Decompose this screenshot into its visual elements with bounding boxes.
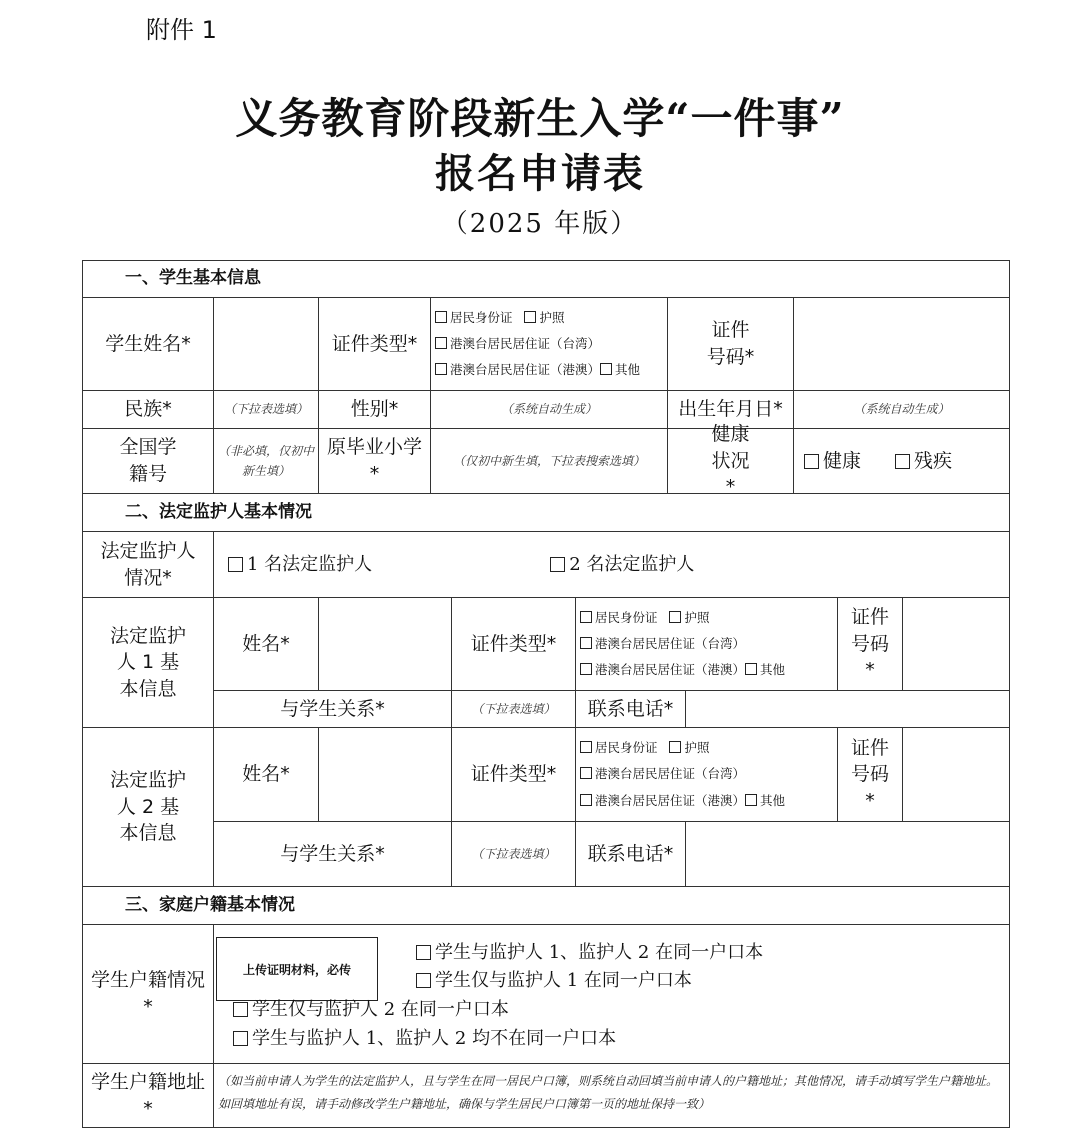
guardian1-id-number-field[interactable] — [902, 597, 1010, 691]
checkbox[interactable] — [745, 794, 757, 806]
checkbox[interactable] — [524, 311, 536, 323]
household-status-label: 学生户籍情况* — [82, 924, 214, 1064]
form-edition: （2025 年版） — [441, 209, 639, 239]
checkbox[interactable] — [580, 611, 592, 623]
form-title: 义务教育阶段新生入学“一件事” — [235, 94, 845, 143]
checkbox[interactable] — [745, 663, 757, 675]
ethnicity-field[interactable]: （下拉表选填） — [213, 390, 319, 429]
student-id-number-label: 证件号码* — [667, 297, 794, 391]
attachment-label: 附件 1 — [146, 16, 217, 44]
option-label: 其他 — [615, 362, 641, 378]
guardian2-id-number-field[interactable] — [902, 727, 1010, 822]
gender-label: 性别* — [318, 390, 431, 429]
checkbox[interactable] — [600, 363, 612, 375]
household-address-hint: （如当前申请人为学生的法定监护人，且与学生在同一居民户口簿，则系统自动回填当前申请人的户籍地址；其他情况，请手动填写学生户籍地址。如回填地址有误，请手动修改学生户籍地址，确保与学生居民户口簿第一页的地址保持一致） — [218, 1074, 999, 1112]
option-label: 居民身份证 — [595, 609, 658, 625]
section-heading-student: 一、学生基本信息 — [82, 260, 1010, 298]
guardian1-name-label: 姓名* — [213, 597, 319, 691]
checkbox[interactable] — [435, 363, 447, 375]
student-number-label: 全国学籍号 — [82, 428, 214, 494]
guardian2-id-number-label: 证件号码* — [837, 727, 903, 822]
checkbox[interactable] — [669, 611, 681, 623]
guardian1-relation-field[interactable]: （下拉表选填） — [451, 690, 576, 728]
health-label: 健康状况* — [667, 428, 794, 494]
checkbox[interactable] — [233, 1031, 248, 1046]
checkbox[interactable] — [580, 741, 592, 753]
option-label: 港澳台居民居住证（台湾） — [450, 335, 601, 351]
health-options — [793, 428, 1010, 494]
checkbox[interactable] — [580, 637, 592, 649]
option-label: 居民身份证 — [450, 309, 513, 325]
guardian-status-options — [213, 531, 1010, 598]
student-name-field[interactable] — [213, 297, 319, 391]
student-id-type-label: 证件类型* — [318, 297, 431, 391]
gender-field: （系统自动生成） — [430, 390, 668, 429]
option-label: 港澳台居民居住证（港澳） — [595, 792, 746, 808]
checkbox[interactable] — [669, 741, 681, 753]
student-number-field[interactable]: （非必填，仅初中新生填） — [213, 428, 319, 494]
option-label: 学生仅与监护人 1 在同一户口本 — [435, 970, 692, 991]
prev-school-field[interactable]: （仅初中新生填，下拉表搜索选填） — [430, 428, 668, 494]
checkbox[interactable] — [228, 557, 243, 572]
birthdate-label: 出生年月日* — [667, 390, 794, 429]
guardian2-section-label: 法定监护人 2 基本信息 — [82, 727, 214, 887]
option-label: 居民身份证 — [595, 740, 658, 756]
checkbox[interactable] — [804, 454, 819, 469]
household-option-2 — [416, 966, 692, 992]
checkbox[interactable] — [580, 663, 592, 675]
upload-proof-button[interactable]: 上传证明材料，必传 — [216, 937, 378, 1001]
checkbox[interactable] — [895, 454, 910, 469]
form-subtitle: 报名申请表 — [435, 150, 645, 197]
guardian2-name-label: 姓名* — [213, 727, 319, 822]
household-option-4 — [233, 1024, 616, 1050]
option-label: 护照 — [684, 609, 710, 625]
checkbox[interactable] — [550, 557, 565, 572]
guardian2-relation-field[interactable]: （下拉表选填） — [451, 821, 576, 887]
checkbox[interactable] — [233, 1002, 248, 1017]
guardian1-id-type-options — [575, 597, 838, 691]
option-label: 港澳台居民居住证（港澳） — [450, 362, 601, 378]
guardian1-id-number-label: 证件号码* — [837, 597, 903, 691]
guardian2-id-type-label: 证件类型* — [451, 727, 576, 822]
checkbox[interactable] — [580, 767, 592, 779]
checkbox[interactable] — [416, 945, 431, 960]
guardian1-section-label: 法定监护人 1 基本信息 — [82, 597, 214, 728]
option-label: 护照 — [539, 309, 565, 325]
student-id-number-field[interactable] — [793, 297, 1010, 391]
household-address-label: 学生户籍地址* — [82, 1063, 214, 1128]
option-label: 健康 — [823, 449, 862, 472]
guardian1-name-field[interactable] — [318, 597, 452, 691]
student-id-type-options — [430, 297, 668, 391]
guardian1-id-type-label: 证件类型* — [451, 597, 576, 691]
checkbox[interactable] — [580, 794, 592, 806]
option-label: 学生与监护人 1、监护人 2 在同一户口本 — [435, 942, 764, 963]
guardian1-phone-field[interactable] — [685, 690, 1010, 728]
option-label: 1 名法定监护人 — [247, 553, 373, 575]
guardian2-phone-label: 联系电话* — [575, 821, 686, 887]
checkbox[interactable] — [416, 973, 431, 988]
option-label: 学生与监护人 1、监护人 2 均不在同一户口本 — [252, 1028, 617, 1049]
option-label: 港澳台居民居住证（台湾） — [595, 766, 746, 782]
guardian2-relation-label: 与学生关系* — [213, 821, 452, 887]
option-label: 其他 — [760, 662, 786, 678]
option-label: 护照 — [684, 740, 710, 756]
option-label: 学生仅与监护人 2 在同一户口本 — [252, 999, 509, 1020]
guardian2-id-type-options — [575, 727, 838, 822]
option-label: 其他 — [760, 792, 786, 808]
guardian1-relation-label: 与学生关系* — [213, 690, 452, 728]
section-heading-household: 三、家庭户籍基本情况 — [82, 886, 1010, 925]
prev-school-label: 原毕业小学* — [318, 428, 431, 494]
guardian2-phone-field[interactable] — [685, 821, 1010, 887]
student-name-label: 学生姓名* — [82, 297, 214, 391]
section-heading-guardian: 二、法定监护人基本情况 — [82, 493, 1010, 532]
guardian1-phone-label: 联系电话* — [575, 690, 686, 728]
household-option-1 — [416, 938, 763, 964]
ethnicity-label: 民族* — [82, 390, 214, 429]
option-label: 港澳台居民居住证（台湾） — [595, 635, 746, 651]
guardian-status-label: 法定监护人情况* — [82, 531, 214, 598]
checkbox[interactable] — [435, 337, 447, 349]
checkbox[interactable] — [435, 311, 447, 323]
household-option-3 — [233, 995, 509, 1021]
option-label: 残疾 — [914, 449, 953, 472]
option-label: 2 名法定监护人 — [569, 553, 695, 575]
guardian2-name-field[interactable] — [318, 727, 452, 822]
option-label: 港澳台居民居住证（港澳） — [595, 662, 746, 678]
birthdate-field: （系统自动生成） — [793, 390, 1010, 429]
